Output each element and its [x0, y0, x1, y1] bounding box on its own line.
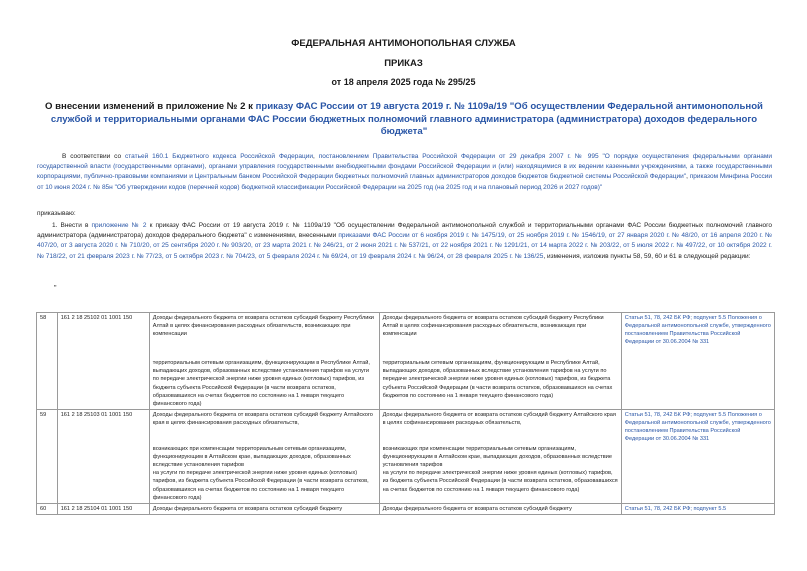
table-row: [37, 313, 775, 410]
document-type: ПРИКАЗ: [384, 58, 423, 69]
link-appendix-2[interactable]: приложение № 2: [91, 222, 147, 229]
income-name-part: Доходы федерального бюджета от возврата остатков субсидий бюджету: [382, 505, 572, 512]
legal-basis-link[interactable]: Статьи 51, 78, 242 БК РФ; подпункт 5.5 Положения о Федеральной антимонопольной службе, утвержденного постановлением Правительства Российской Федерации от 30.06.2004 № 331: [621, 409, 774, 503]
income-name-part: Доходы федерального бюджета от возврата остатков субсидий бюджету Алтайского края в целях софинансирования расходных обязательств,: [382, 411, 616, 426]
income-name-part: территориальным сетевым организациям, функционирующим в Республике Алтай, выпадающих доходов, образованных вследствие установления тарифов на услуги по передаче электрической энергии ниже уровня единых (котловых) тарифов, из бюджета субъекта Российской Федерации (в части возврата остатков, образовавшихся на счетах бюджетов по состоянию на 1 января текущего финансового года): [382, 360, 613, 399]
document-title: [34, 101, 774, 139]
income-name-part: на услуги по передаче электрической энергии ниже уровня единых (котловых) тарифов, из бюджета субъекта Российской Федерации (в части возврата остатков, образовавшихся на счетах бюджетов по состоянию на 1 января текущего финансового года): [382, 470, 618, 493]
table-row: [37, 409, 775, 503]
budget-code: 161 2 18 25104 01 1001 150: [57, 503, 149, 514]
item1-text-1: 1. Внести в: [52, 222, 92, 229]
agency-name: ФЕДЕРАЛЬНАЯ АНТИМОНОПОЛЬНАЯ СЛУЖБА: [291, 38, 516, 49]
spacer: [383, 427, 618, 445]
order-word: приказываю:: [37, 210, 76, 217]
row-number: 58: [37, 313, 58, 410]
title-prefix: О внесении изменений в приложение № 2 к: [45, 101, 256, 112]
income-name-part: Доходы федерального бюджета от возврата остатков субсидий бюджету Республики Алтай в целях финансирования расходных обязательств, возникающих при компенсации: [152, 315, 374, 338]
spacer: [153, 338, 376, 359]
budget-code: 161 2 18 25102 01 1001 150: [57, 313, 149, 410]
income-name-part: Доходы федерального бюджета от возврата остатков субсидий бюджету Республики Алтай в целях софинансирования расходных обязательств, возникающих при компенсации: [382, 315, 604, 338]
income-name-part: Доходы федерального бюджета от возврата остатков субсидий бюджету: [152, 505, 343, 512]
table-row: [37, 503, 775, 514]
income-name-cell: [149, 409, 379, 503]
item1-text-2: к приказу ФАС России от 19 августа 2019 г. № 1109а/19 "Об осуществлении Федеральной антимонопольной службой и территориальными органами ФАС России бюджетных полномочий главного администратора (администратора) доходов федерального бюджета" с изменениями, внесенными: [37, 222, 773, 240]
income-name-cell: [379, 503, 621, 514]
budget-code: 161 2 18 25103 01 1001 150: [57, 409, 149, 503]
row-number: 60: [37, 503, 58, 514]
income-codes-table: [36, 312, 775, 515]
item-1-paragraph: [37, 221, 772, 262]
legal-basis-link[interactable]: Статьи 51, 78, 242 БК РФ; подпункт 5.5: [621, 503, 774, 514]
income-name-part: возникающих при компенсации территориальным сетевым организациям, функционирующим в Алтайском крае, выпадающих доходов, образованных вследствие установления тарифов: [382, 446, 612, 469]
row-number: 59: [37, 409, 58, 503]
spacer: [153, 427, 376, 445]
title-link[interactable]: приказу ФАС России от 19 августа 2019 г. № 1109а/19 "Об осуществлении Федеральной антимонопольной службой и территориальными органами ФАС России бюджетных полномочий главного администратора (администратора) доходов федерального бюджета": [50, 101, 763, 137]
item1-text-3: , изменения, изложив пункты 58, 59, 60 и 61 в следующей редакции:: [543, 252, 751, 260]
income-name-part: возникающих при компенсации территориальным сетевым организациям, функционирующим в Алтайском крае, выпадающих доходов, образованных вследствие установления тарифов: [152, 446, 351, 469]
preamble-text-1: В соответствии со: [62, 153, 125, 160]
preamble-text-3: ,: [686, 173, 690, 181]
spacer: [383, 338, 618, 359]
income-name-part: Доходы федерального бюджета от возврата остатков субсидий бюджету Алтайского края в целях финансирования расходных обязательств,: [152, 411, 373, 426]
income-name-part: территориальным сетевым организациям, функционирующим в Республике Алтай, выпадающих доходов, образованных вследствие установления тарифов на услуги по передаче электрической энергии ниже уровня единых (котловых) тарифов, из бюджета субъекта Российской Федерации (в части возврата остатков, образовавшихся на счетах бюджетов по состоянию на 1 января текущего финансового года): [152, 360, 370, 407]
link-amending-orders[interactable]: приказами ФАС России от 6 ноября 2019 г. № 1475/19, от 25 ноября 2019 г. № 1546/19, от 27 января 2020 г. № 48/20, от 16 апреля 2020 г. № 407/20, от 3 августа 2020 г. № 710/20, от 25 сентября 2020 г. № 903/20, от 23 марта 2021 г. № 246/21, от 2 июня 2021 г. № 537/21, от 22 ноября 2021 г. № 1291/21, от 14 марта 2022 г. № 203/22, от 5 июля 2022 г. № 497/22, от 10 октября 2022 г. № 718/22, от 21 февраля 2023 г. № 77/23, от 5 октября 2023 г. № 704/23, от 5 февраля 2024 г. № 69/24, от 19 февраля 2024 г. № 96/24, от 28 февраля 2025 г. № 136/25: [37, 232, 772, 260]
income-name-cell: [149, 313, 379, 410]
income-name-cell: [379, 409, 621, 503]
link-minfin-order[interactable]: приказом Минфина России от 10 июня 2024 г. № 85н "Об утверждении кодов (перечней кодов) бюджетной классификации Российской Федерации на 2025 год (на 2025 год и на плановый период 2026 и 2027 годов)": [37, 173, 772, 191]
preamble-text-2: ,: [312, 153, 319, 160]
preamble-paragraph: [37, 152, 772, 193]
income-name-part: на услуги по передаче электрической энергии ниже уровня единых (котловых) тарифов, из бюджета субъекта Российской Федерации (в части возврата остатков, образовавшихся на счетах бюджетов по состоянию на 1 января текущего финансового года): [152, 470, 369, 501]
income-name-cell: [149, 503, 379, 514]
legal-basis-link[interactable]: Статьи 51, 78, 242 БК РФ; подпункт 5.5 Положения о Федеральной антимонопольной службе, утвержденного постановлением Правительства Российской Федерации от 30.06.2004 № 331: [621, 313, 774, 410]
opening-quote: ": [54, 285, 57, 292]
document-date-number: от 18 апреля 2025 года № 295/25: [331, 77, 476, 87]
link-budget-code-article[interactable]: статьей 160.1 Бюджетного кодекса Российской Федерации: [124, 153, 313, 160]
income-name-cell: [379, 313, 621, 410]
link-government-decree[interactable]: постановлением Правительства Российской Федерации от 29 декабря 2007 г. № 995 "О порядке осуществления федеральными органами государственной власти (государственными органами), органами управления государственными внебюджетными фондами Российской Федерации и (или) находящимися в их ведении казенными учреждениями, а также государственными корпорациями, публично-правовыми компаниями и Центральным банком Российской Федерации бюджетных полномочий главных администраторов доходов бюджетов бюджетной системы Российской Федерации": [37, 153, 772, 181]
